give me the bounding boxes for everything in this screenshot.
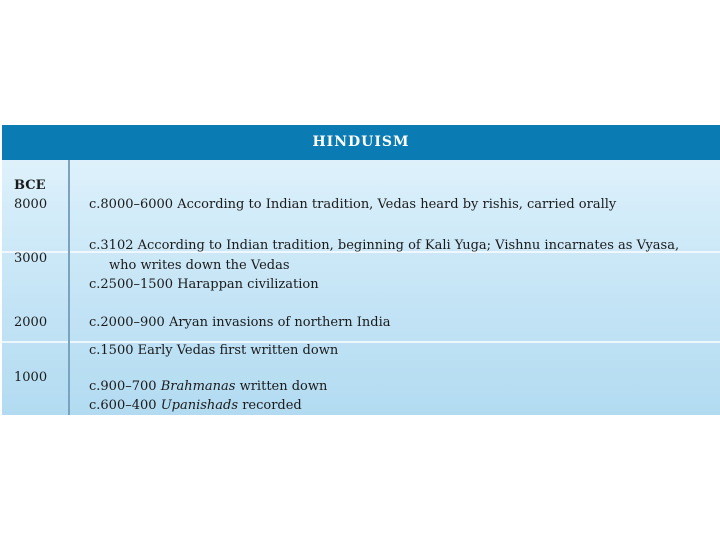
year-3000: 3000 [14,251,48,266]
entry-kali-yuga-cont: who writes down the Vedas [109,258,290,273]
year-8000: 8000 [14,197,48,212]
entry-kali-yuga: c.3102 According to Indian tradition, beginning of Kali Yuga; Vishnu incarnates as Vyasa, [89,238,680,253]
entry-upanishads: c.600–400 Upanishads recorded [89,398,302,413]
year-2000: 2000 [14,315,48,330]
entry-brahmanas: c.900–700 Brahmanas written down [89,379,328,394]
entry-early-vedas: c.1500 Early Vedas first written down [89,343,339,358]
year-1000: 1000 [14,370,48,385]
era-label: BCE [14,178,46,193]
timeline-title: HINDUISM [2,125,720,160]
entry-aryan: c.2000–900 Aryan invasions of northern India [89,315,391,330]
hinduism-timeline [2,125,720,415]
entry-vedas-oral: c.8000–6000 According to Indian tradition, Vedas heard by rishis, carried orally [89,197,617,212]
entry-harappan: c.2500–1500 Harappan civilization [89,277,319,292]
